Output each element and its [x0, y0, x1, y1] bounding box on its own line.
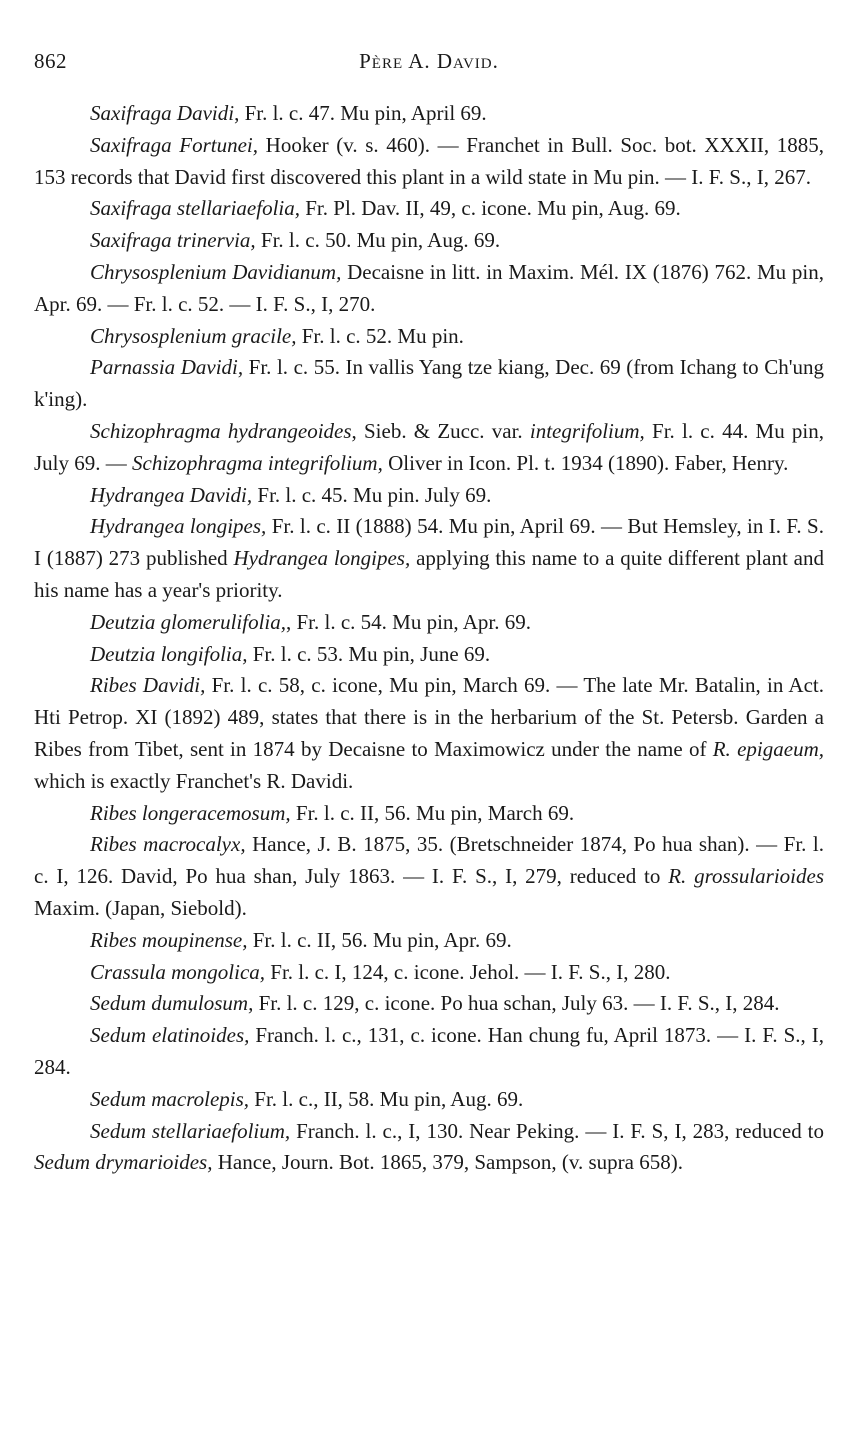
species-name: Chrysosplenium gracile, — [90, 323, 297, 348]
species-entry — [34, 1020, 824, 1084]
entry-text: Fr. l. c. II, 56. Mu pin, Apr. 69. — [247, 927, 512, 952]
species-name: Sedum macrolepis, — [90, 1086, 250, 1111]
entry-text: Franch. l. c., I, 130. Near Peking. — I. F. S, I, 283, reduced to — [290, 1118, 824, 1143]
entry-text: applying this name to a quite different plant and his name has a year's priority. — [34, 546, 824, 602]
species-entry — [34, 829, 824, 924]
entry-text: , Fr. l. c. 47. Mu pin, April 69. — [234, 101, 487, 125]
entry-text: Fr. l. c. 129, c. icone. Po hua schan, July 63. — I. F. S., I, 284. — [253, 991, 780, 1016]
species-name: Sedum stellariaefolium, — [90, 1118, 291, 1143]
entry-text: Hance, J. B. 1875, 35. (Bretschneider 1874, Po hua shan). — Fr. l. c. I, 126. David, Po hua shan, July 1863. — I. F. S., I, 279, reduced to — [34, 832, 824, 889]
entry-text: Fr. l. c. 58, c. icone, Mu pin, March 69. — The late Mr. Batalin, in Act. Hti Petrop. XI (1892) 489, states that there is in the herbarium of the St. Petersb. Garden a Ribes from Tibet, sent in 1874 by Decaisne to Maximowicz under the name of — [34, 673, 825, 761]
species-name: Ribes macrocalyx, — [90, 832, 246, 857]
entry-text: Hance, Journ. Bot. 1865, 379, Sampson, (v. supra 658). — [212, 1150, 683, 1175]
species-name: Hydrangea Davidi, — [90, 482, 253, 507]
entry-text: Fr. l. c. II (1888) 54. Mu pin, April 69. — But Hemsley, in I. F. S. I (1887) 273 published — [34, 514, 824, 571]
species-entry — [34, 480, 824, 512]
species-name: Saxifraga trinervia, — [90, 228, 256, 253]
species-entry — [34, 130, 824, 194]
running-title: Père A. David. — [359, 49, 499, 73]
species-entry — [34, 798, 824, 830]
species-entry — [34, 225, 824, 257]
species-name: Schizophragma hydrangeoides — [90, 418, 352, 443]
species-name: Hydrangea longipes, — [233, 546, 411, 571]
species-entry — [34, 1116, 824, 1180]
species-name: Ribes moupinense, — [90, 927, 248, 952]
species-name: Sedum elatinoides, — [90, 1023, 250, 1048]
entry-text: , Fr. l. c. 54. Mu pin, Apr. 69. — [286, 609, 532, 634]
species-entry — [34, 670, 824, 797]
species-name: Chrysosplenium Davidianum, — [90, 259, 342, 284]
species-entry — [34, 607, 824, 639]
species-entry — [34, 511, 824, 606]
species-name: Crassula mongolica, — [90, 959, 266, 984]
entry-text: Fr. l. c. 45. Mu pin. July 69. — [252, 482, 492, 507]
species-name: Parnassia Davidi, — [90, 355, 244, 380]
species-name: Sedum drymarioides, — [34, 1150, 213, 1175]
species-name: R. grossularioides — [668, 864, 825, 889]
entry-text: Fr. l. c. 52. Mu pin. — [296, 323, 464, 348]
species-name: Saxifraga Fortunei, — [90, 132, 259, 157]
entry-text: Fr. l. c. II, 56. Mu pin, March 69. — [290, 800, 575, 825]
page-number: 862 — [34, 49, 67, 73]
species-entry — [34, 193, 824, 225]
species-name: Deutzia longifolia, — [90, 641, 248, 666]
species-name: Deutzia glomerulifolia, — [90, 609, 286, 634]
species-entry — [34, 257, 824, 321]
species-name: Saxifraga stellariaefolia, — [90, 196, 300, 221]
species-entry — [34, 352, 824, 416]
entry-text: Hooker (v. s. 460). — Franchet in Bull. Soc. bot. XXXII, 1885, 153 records that David first discovered this plant in a wild state in Mu pin. — I. F. S., I, 267. — [34, 132, 825, 189]
page-header — [34, 49, 824, 79]
entry-text: Fr. l. c. 50. Mu pin, Aug. 69. — [255, 228, 501, 253]
entry-text: Fr. Pl. Dav. II, 49, c. icone. Mu pin, Aug. 69. — [300, 196, 681, 221]
entry-text: Maxim. (Japan, Siebold). — [34, 895, 247, 920]
species-list — [34, 98, 824, 1179]
species-entry — [34, 988, 824, 1020]
species-entry — [34, 98, 824, 130]
species-entry — [34, 957, 824, 989]
species-entry — [34, 321, 824, 353]
species-entry — [34, 925, 824, 957]
entry-text: Oliver in Icon. Pl. t. 1934 (1890). Faber, Henry. — [382, 450, 789, 475]
species-name: Ribes longeracemosum, — [90, 800, 291, 825]
species-name: integrifolium, — [529, 418, 645, 443]
entry-text: Decaisne in litt. in Maxim. Mél. IX (1876) 762. Mu pin, Apr. 69. — Fr. l. c. 52. — I. F. S., I, 270. — [34, 259, 824, 316]
species-name: Hydrangea longipes, — [90, 514, 267, 539]
entry-text: which is exactly Franchet's R. Davidi. — [34, 768, 354, 793]
species-name: R. epigaeum, — [712, 736, 824, 761]
species-name: Ribes Davidi, — [90, 673, 206, 698]
species-entry — [34, 416, 824, 480]
species-entry — [34, 1084, 824, 1116]
entry-text: Fr. l. c., II, 58. Mu pin, Aug. 69. — [249, 1086, 524, 1111]
species-name: Schizophragma integrifolium, — [132, 450, 383, 475]
entry-text: Franch. l. c., 131, c. icone. Han chung fu, April 1873. — I. F. S., I, 284. — [34, 1023, 824, 1079]
entry-text: Fr. l. c. 55. In vallis Yang tze kiang, Dec. 69 (from Ichang to Ch'ung k'ing). — [34, 355, 824, 412]
entry-text: Fr. l. c. 53. Mu pin, June 69. — [247, 641, 491, 666]
entry-text: Fr. l. c. 44. Mu pin, July 69. — — [34, 418, 825, 475]
species-name: Saxifraga Davidi — [90, 101, 235, 125]
species-entry — [34, 639, 824, 671]
entry-text: , Sieb. & Zucc. var. — [351, 418, 530, 443]
species-name: Sedum dumulosum, — [90, 991, 254, 1016]
entry-text: Fr. l. c. I, 124, c. icone. Jehol. — I. F. S., I, 280. — [265, 959, 671, 984]
